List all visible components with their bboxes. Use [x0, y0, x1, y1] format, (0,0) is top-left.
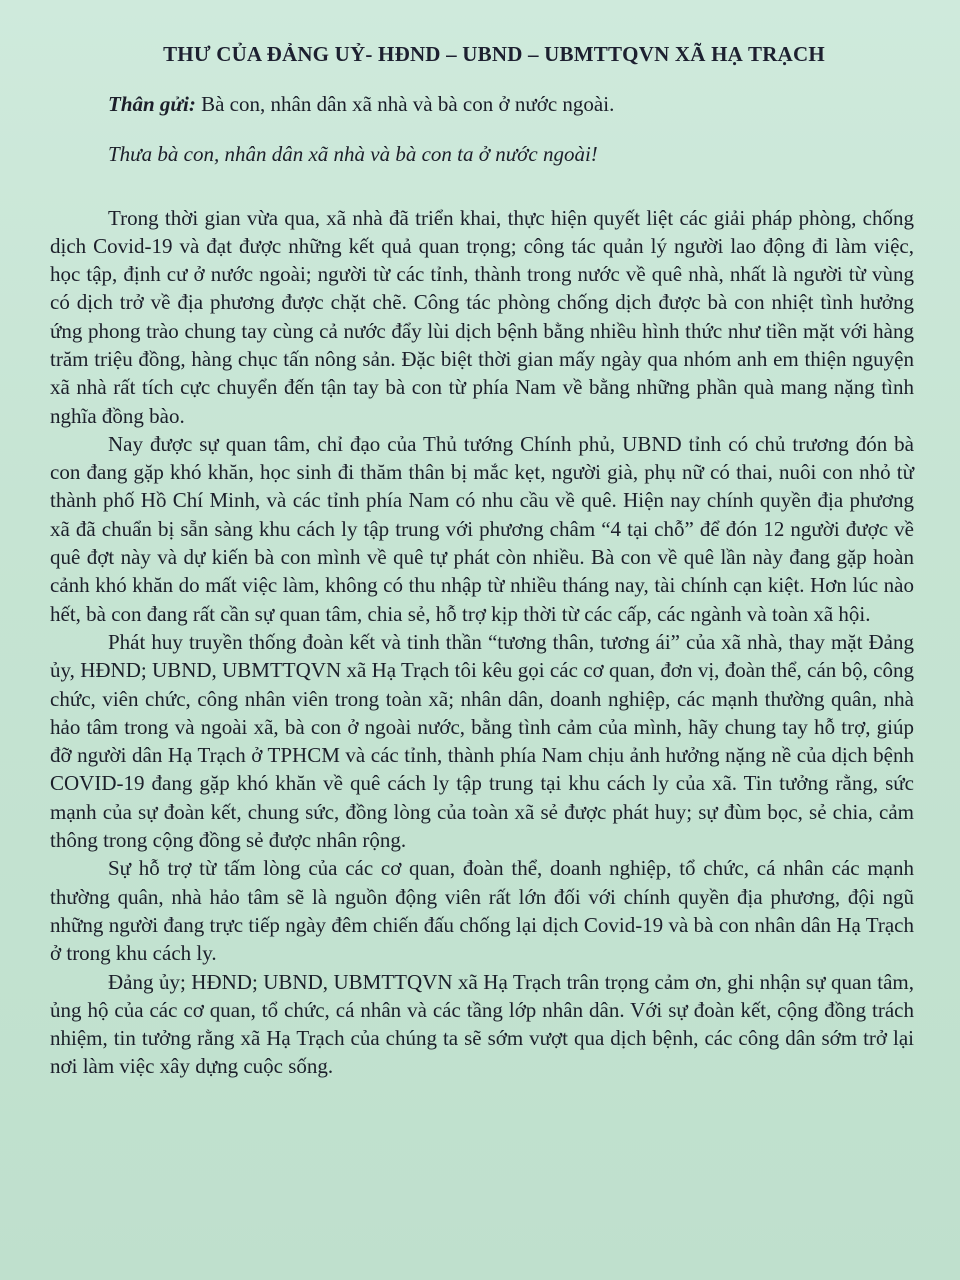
body-paragraph: Trong thời gian vừa qua, xã nhà đã triển khai, thực hiện quyết liệt các giải pháp phòng, chống dịch Covid-19 và đạt được những kết quả quan trọng; công tác quản lý người lao động đi làm việc, học tập, định cư ở nước ngoài; người từ các tỉnh, thành trong nước về quê nhà, nhất là người từ vùng có dịch trở về địa phương được chặt chẽ. Công tác phòng chống dịch được bà con nhiệt tình hưởng ứng phong trào chung tay cùng cả nước đẩy lùi dịch bệnh bằng nhiều hình thức như tiền mặt với hàng trăm triệu đồng, hàng chục tấn nông sản. Đặc biệt thời gian mấy ngày qua nhóm anh em thiện nguyện xã nhà rất tích cực chuyển đến tận tay bà con từ phía Nam về bằng những phần quà mang nặng tình nghĩa đồng bào.	[50, 205, 914, 428]
body-paragraph: Phát huy truyền thống đoàn kết và tinh thần “tương thân, tương ái” của xã nhà, thay mặt Đảng ủy, HĐND; UBND, UBMTTQVN xã Hạ Trạch tôi kêu gọi các cơ quan, đơn vị, đoàn thể, cán bộ, công chức, viên chức, công nhân viên trong toàn xã; nhân dân, doanh nghiệp, các mạnh thường quân, nhà hảo tâm trong và ngoài xã, bà con ở ngoài nước, bằng tình cảm của mình, hãy chung tay hỗ trợ, giúp đỡ người dân Hạ Trạch ở TPHCM và các tỉnh, thành phía Nam chịu ảnh hưởng nặng nề của dịch bệnh COVID-19 đang gặp khó khăn về quê cách ly tập trung tại khu cách ly của xã. Tin tưởng rằng, sức mạnh của sự đoàn kết, chung sức, đồng lòng của toàn xã sẻ được phát huy; sự đùm bọc, sẻ chia, cảm thông trong cộng đồng sẻ được nhân rộng.	[50, 629, 914, 853]
body-paragraph: Đảng ủy; HĐND; UBND, UBMTTQVN xã Hạ Trạch trân trọng cảm ơn, ghi nhận sự quan tâm, ủng hộ của các cơ quan, tổ chức, cá nhân và các tầng lớp nhân dân. Với sự đoàn kết, cộng đồng trách nhiệm, tin tưởng rằng xã Hạ Trạch của chúng ta sẽ sớm vượt qua dịch bệnh, các công dân sớm trở lại nơi làm việc xây dựng cuộc sống.	[50, 969, 914, 1079]
letter-title: THƯ CỦA ĐẢNG UỶ- HĐND – UBND – UBMTTQVN XÃ HẠ TRẠCH	[163, 42, 825, 66]
body-paragraph: Nay được sự quan tâm, chỉ đạo của Thủ tướng Chính phủ, UBND tỉnh có chủ trương đón bà con đang gặp khó khăn, học sinh đi thăm thân bị mắc kẹt, người già, phụ nữ có thai, nuôi con nhỏ từ thành phố Hồ Chí Minh, và các tỉnh phía Nam có nhu cầu về quê. Hiện nay chính quyền địa phương xã đã chuẩn bị sẵn sàng khu cách ly tập trung với phương châm “4 tại chỗ” để đón 12 người được về quê đợt này và dự kiến bà con mình về quê tự phát còn nhiều. Bà con về quê lần này đang gặp hoàn cảnh khó khăn do mất việc làm, không có thu nhập từ nhiều tháng nay, tài chính cạn kiệt. Hơn lúc nào hết, bà con đang rất cần sự quan tâm, chia sẻ, hỗ trợ kịp thời từ các cấp, các ngành và toàn xã hội.	[50, 431, 914, 626]
salutation-text: Bà con, nhân dân xã nhà và bà con ở nước ngoài.	[195, 92, 615, 116]
greeting-line: Thưa bà con, nhân dân xã nhà và bà con ta ở nước ngoài!	[108, 142, 598, 167]
salutation-line	[108, 91, 920, 117]
body-paragraph: Sự hỗ trợ từ tấm lòng của các cơ quan, đoàn thể, doanh nghiệp, tổ chức, cá nhân các mạnh thường quân, nhà hảo tâm sẽ là nguồn động viên rất lớn đối với chính quyền địa phương, đội ngũ những người đang trực tiếp ngày đêm chiến đấu chống lại dịch Covid-19 và bà con nhân dân Hạ Trạch ở trong khu cách ly.	[50, 856, 914, 966]
salutation-label: Thân gửi:	[108, 92, 196, 116]
